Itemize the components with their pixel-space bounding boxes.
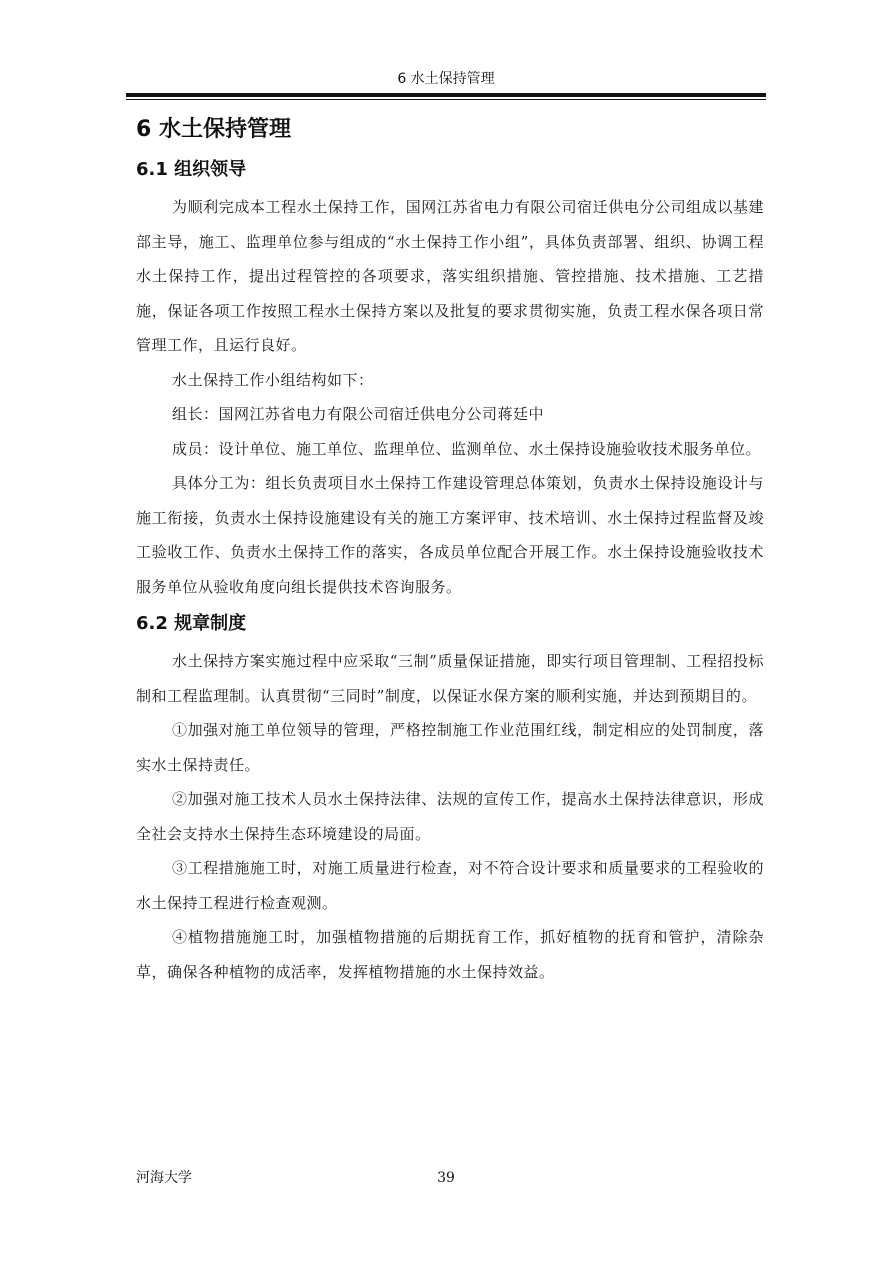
paragraph: 成员：设计单位、施工单位、监理单位、监测单位、水土保持设施验收技术服务单位。 xyxy=(172,439,762,458)
paragraph: ②加强对施工技术人员水土保持法律、法规的宣传工作，提高水土保持法律意识，形成全社会支持水土保持生态环境建设的局面。 xyxy=(136,790,764,843)
chapter-title: 6 水土保持管理 xyxy=(136,117,291,142)
page-number: 39 xyxy=(437,1170,455,1186)
paragraph: ③工程措施施工时，对施工质量进行检查，对不符合设计要求和质量要求的工程验收的水土保持工程进行检查观测。 xyxy=(136,859,764,912)
paragraph: 组长：国网江苏省电力有限公司宿迁供电分公司蒋廷中 xyxy=(172,405,545,423)
header-rule-thick xyxy=(126,93,766,97)
section-title-6-1: 6.1 组织领导 xyxy=(136,159,247,180)
paragraph: 水土保持工作小组结构如下： xyxy=(172,370,374,389)
paragraph: 为顺利完成本工程水土保持工作，国网江苏省电力有限公司宿迁供电分公司组成以基建部主导，施工、监理单位参与组成的“水土保持工作小组”，具体负责部署、组织、协调工程水土保持工作，提出过程管控的各项要求，落实组织措施、管控措施、技术措施、工艺措施，保证各项工作按照工程水土保持方案以及批复的要求贯彻实施，负责工程水保各项日常管理工作，且运行良好。 xyxy=(136,198,764,354)
section-title-6-2: 6.2 规章制度 xyxy=(136,613,247,634)
paragraph: 水土保持方案实施过程中应采取“三制”质量保证措施，即实行项目管理制、工程招投标制和工程监理制。认真贯彻“三同时”制度，以保证水保方案的顺利实施，并达到预期目的。 xyxy=(136,652,764,705)
paragraph: ①加强对施工单位领导的管理，严格控制施工作业范围红线，制定相应的处罚制度，落实水土保持责任。 xyxy=(136,721,764,774)
footer-institution: 河海大学 xyxy=(136,1170,192,1186)
page-content xyxy=(136,114,764,989)
paragraph: ④植物措施施工时，加强植物措施的后期抚育工作，抓好植物的抚育和管护，清除杂草，确保各种植物的成活率，发挥植物措施的水土保持效益。 xyxy=(136,928,764,981)
header-rule-thin xyxy=(126,99,766,100)
paragraph: 具体分工为：组长负责项目水土保持工作建设管理总体策划，负责水土保持设施设计与施工衔接，负责水土保持设施建设有关的施工方案评审、技术培训、水土保持过程监督及竣工验收工作、负责水土保持工作的落实，各成员单位配合开展工作。水土保持设施验收技术服务单位从验收角度向组长提供技术咨询服务。 xyxy=(136,474,764,596)
running-header: 6 水土保持管理 xyxy=(397,71,495,87)
